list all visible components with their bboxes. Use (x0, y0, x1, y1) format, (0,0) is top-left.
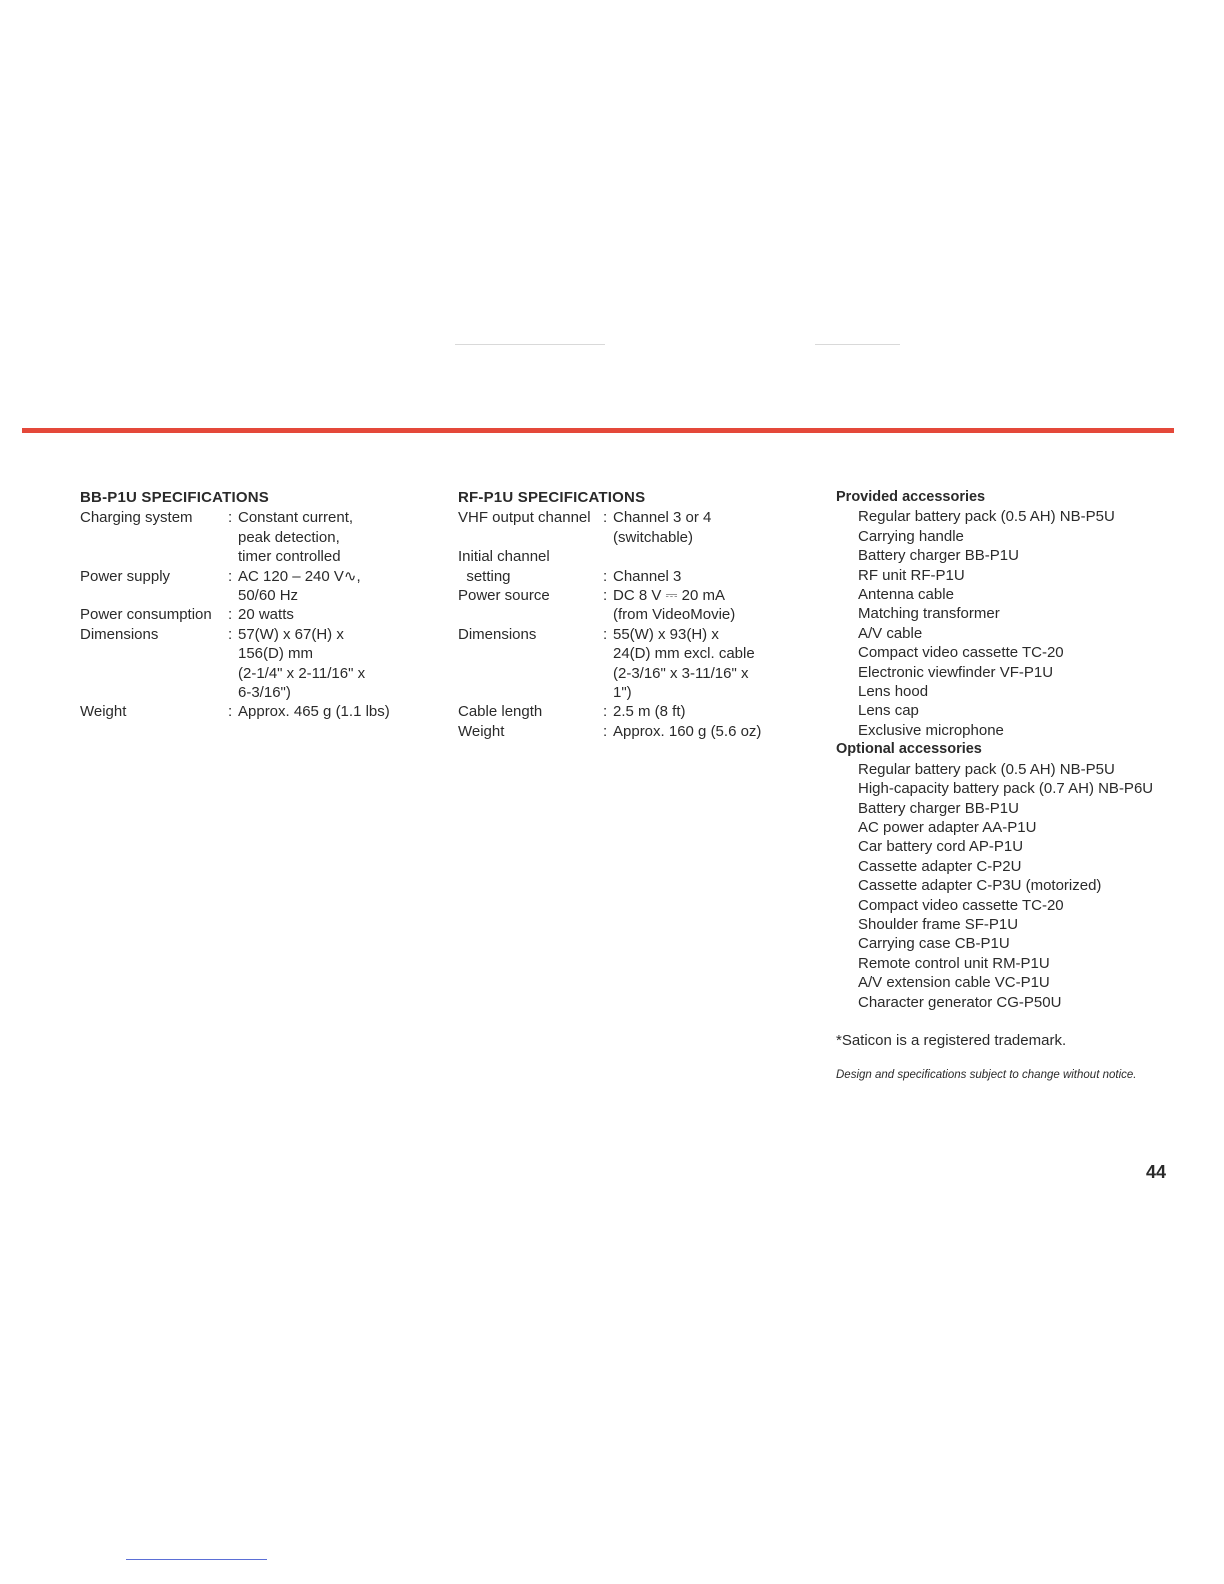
optional-accessories-title: Optional accessories (836, 741, 982, 758)
bottom-link-underline (126, 1559, 267, 1560)
rf-spec-label: VHF output channel (458, 509, 591, 527)
accessory-item: Shoulder frame SF-P1U (858, 915, 1019, 933)
accessory-item: Lens hood (858, 683, 929, 701)
accessory-item: Cassette adapter C-P3U (motorized) (858, 877, 1102, 895)
accessory-item: Battery charger BB-P1U (858, 799, 1019, 817)
rf-spec-value: 2.5 m (8 ft) (613, 703, 686, 721)
page-number: 44 (1146, 1162, 1167, 1182)
faint-scan-line-1 (455, 344, 605, 345)
accessory-item: Antenna cable (858, 586, 954, 604)
bb-spec-value: 20 watts (238, 606, 294, 624)
rf-spec-label: Power source (458, 587, 550, 605)
accessory-item: Battery charger BB-P1U (858, 547, 1019, 565)
rf-spec-label: Cable length (458, 703, 543, 721)
bb-spec-value: Constant current, peak detection, timer controlled (238, 509, 354, 566)
rf-specifications (458, 488, 808, 741)
rf-spec-label: Initial channel setting (458, 548, 550, 585)
rf-title: RF-P1U SPECIFICATIONS (458, 489, 646, 506)
bb-spec-label: Power supply (80, 567, 171, 585)
bb-spec-row: Weight : Approx. 465 g (1.1 lbs) (80, 702, 425, 721)
rf-spec-label: Weight (458, 722, 505, 740)
accessory-item: Compact video cassette TC-20 (858, 644, 1064, 662)
accessory-item: Cassette adapter C-P2U (858, 857, 1022, 875)
accessory-item: Car battery cord AP-P1U (858, 838, 1024, 856)
accessory-item: Character generator CG-P50U (858, 993, 1062, 1011)
bb-spec-label: Dimensions (80, 625, 159, 643)
accessory-item: Matching transformer (858, 605, 1000, 623)
rf-spec-row: Power source : DC 8 V ⎓ 20 mA (from VideoMovie) (458, 586, 808, 625)
bb-spec-row: Power consumption : 20 watts (80, 605, 425, 624)
accessory-item: High-capacity battery pack (0.7 AH) NB-P6U (858, 780, 1154, 798)
rf-spec-row: Weight : Approx. 160 g (5.6 oz) (458, 722, 808, 741)
bb-spec-value: 57(W) x 67(H) x 156(D) mm (2-1/4" x 2-11/16" x 6-3/16") (238, 625, 366, 702)
bb-spec-label: Power consumption (80, 606, 212, 624)
optional-accessories-list (836, 760, 1196, 1012)
bb-spec-label: Charging system (80, 509, 193, 527)
accessory-item: Carrying case CB-P1U (858, 935, 1010, 953)
bb-spec-value: AC 120 – 240 V∿, 50/60 Hz (238, 567, 361, 605)
bb-spec-row: Charging system : Constant current, peak detection, timer controlled (80, 508, 425, 566)
accessory-item: Regular battery pack (0.5 AH) NB-P5U (858, 508, 1115, 526)
accessory-item: Carrying handle (858, 527, 964, 545)
rf-spec-value: Approx. 160 g (5.6 oz) (613, 722, 762, 740)
bb-title: BB-P1U SPECIFICATIONS (80, 489, 269, 506)
accessory-item: A/V cable (858, 624, 923, 642)
red-header-rule (22, 428, 1174, 433)
rf-spec-value: 55(W) x 93(H) x 24(D) mm excl. cable (2-3/16" x 3-11/16" x 1") (613, 625, 755, 702)
accessory-item: AC power adapter AA-P1U (858, 818, 1037, 836)
accessory-item: Remote control unit RM-P1U (858, 954, 1050, 972)
rf-spec-value: DC 8 V ⎓ 20 mA (from VideoMovie) (613, 587, 736, 624)
rf-spec-row: Dimensions : 55(W) x 93(H) x 24(D) mm excl. cable (2-3/16" x 3-11/16" x 1") (458, 625, 808, 703)
bb-spec-row: Dimensions : 57(W) x 67(H) x 156(D) mm (2-1/4" x 2-11/16" x 6-3/16") (80, 625, 425, 703)
accessory-item: Regular battery pack (0.5 AH) NB-P5U (858, 760, 1115, 778)
provided-accessories-title: Provided accessories (836, 489, 986, 505)
rf-spec-label: Dimensions (458, 625, 537, 643)
accessory-item: A/V extension cable VC-P1U (858, 974, 1050, 992)
rf-spec-value: Channel 3 or 4 (switchable) (613, 509, 712, 546)
bb-spec-label: Weight (80, 703, 127, 721)
rf-spec-row: VHF output channel : Channel 3 or 4 (switchable) (458, 508, 808, 547)
accessory-item: RF unit RF-P1U (858, 566, 965, 584)
rf-spec-row: Cable length : 2.5 m (8 ft) (458, 702, 808, 721)
accessory-item: Exclusive microphone (858, 721, 1004, 739)
rf-spec-row: Initial channel setting : Channel 3 (458, 547, 808, 586)
bb-spec-row: Power supply : AC 120 – 240 V∿, 50/60 Hz (80, 567, 425, 606)
accessory-item: Electronic viewfinder VF-P1U (858, 663, 1054, 681)
provided-accessories-list (836, 507, 1196, 740)
specifications-change-note: Design and specifications subject to change without notice. (836, 1069, 1137, 1082)
trademark-note: *Saticon is a registered trademark. (836, 1031, 1067, 1049)
accessories-section (836, 488, 1196, 1083)
rf-spec-value: Channel 3 (613, 567, 682, 585)
faint-scan-line-2 (815, 344, 900, 345)
bb-spec-value: Approx. 465 g (1.1 lbs) (238, 703, 390, 721)
bb-specifications (80, 488, 425, 722)
accessory-item: Lens cap (858, 702, 919, 720)
accessory-item: Compact video cassette TC-20 (858, 896, 1064, 914)
